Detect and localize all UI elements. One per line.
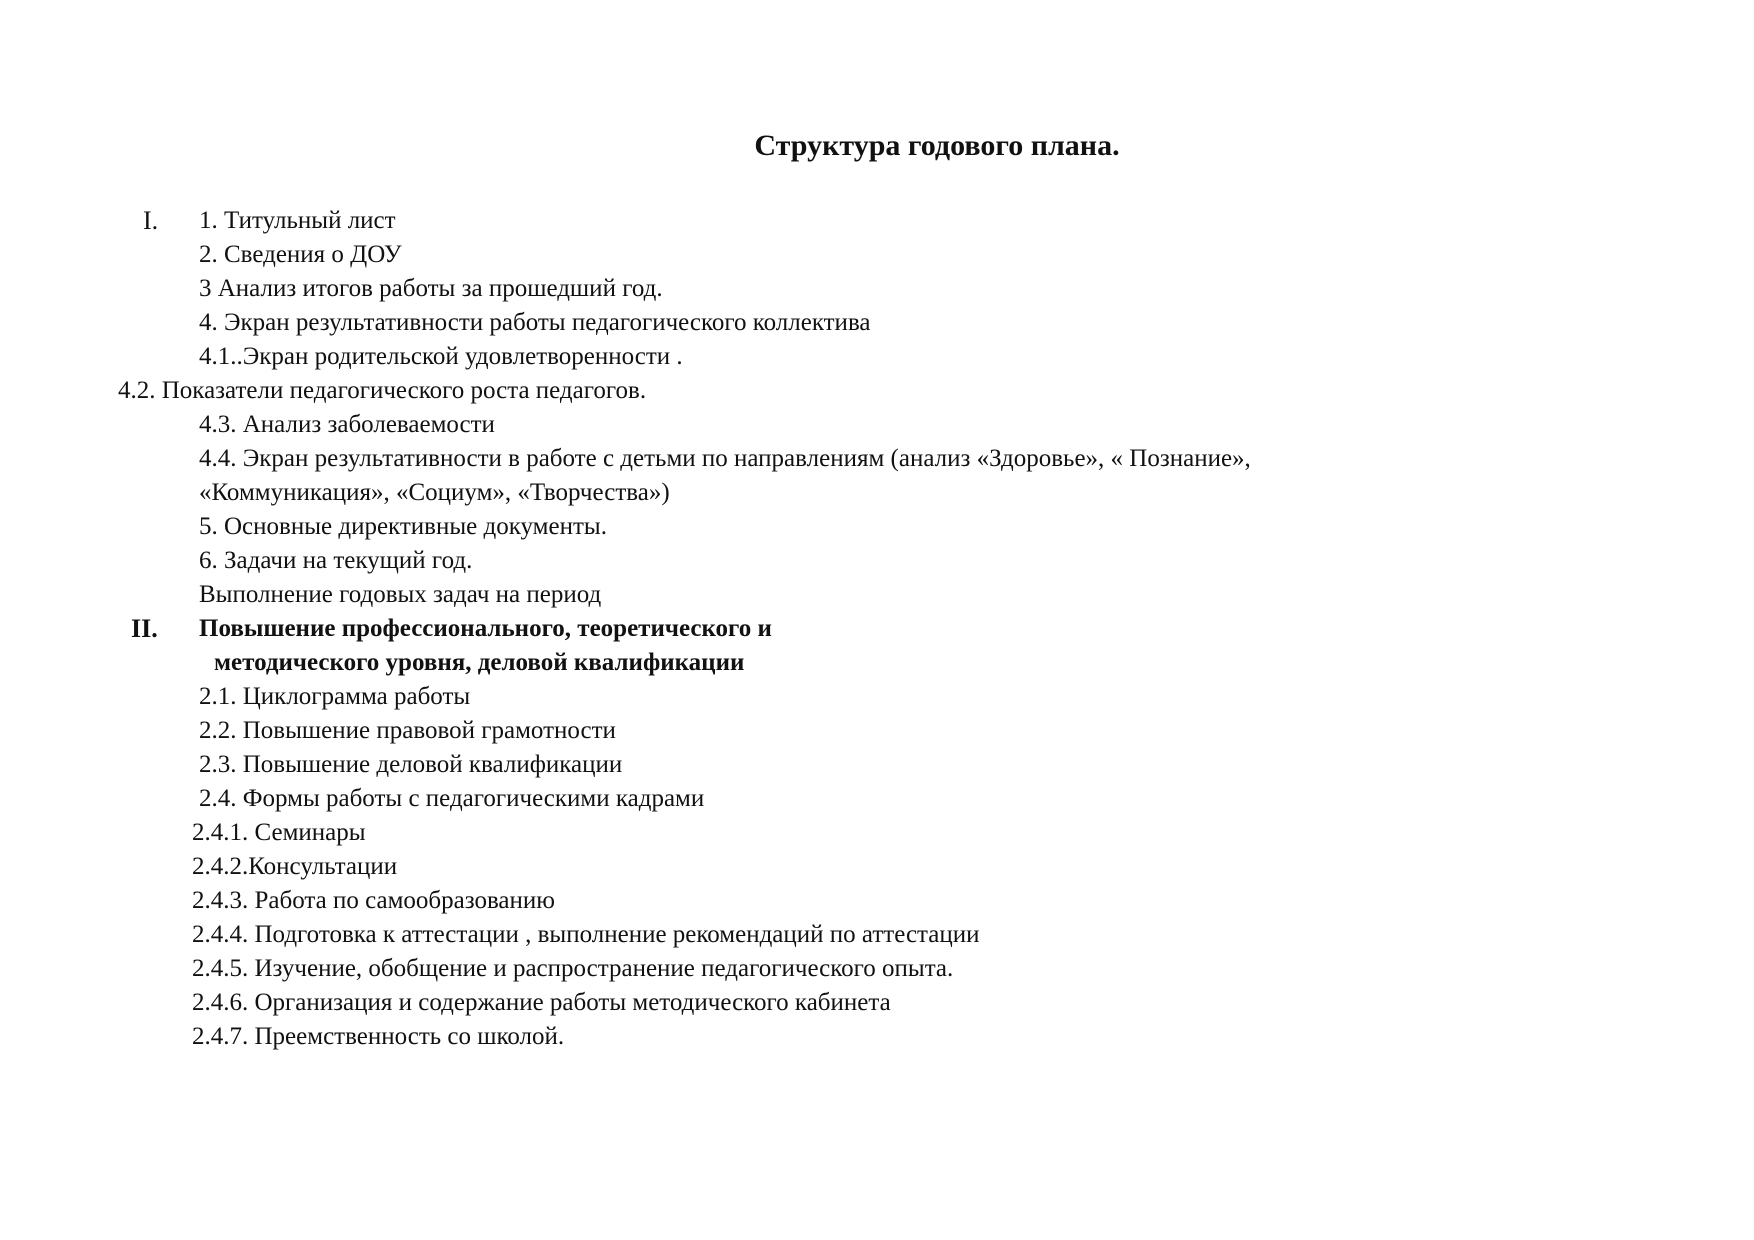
section-1-item: 6. Задачи на текущий год. bbox=[199, 547, 473, 574]
section-2-item: 2.2. Повышение правовой грамотности bbox=[199, 717, 616, 744]
section-2-item: 2.4.1. Семинары bbox=[192, 819, 366, 846]
section-1-numeral: I. bbox=[143, 206, 159, 235]
section-2-item: 2.4.2.Консультации bbox=[192, 853, 398, 880]
section-2-item: 2.4.4. Подготовка к аттестации , выполнение рекомендаций по аттестации bbox=[192, 921, 980, 948]
section-1-item: 5. Основные директивные документы. bbox=[199, 513, 607, 540]
section-2-heading: Повышение профессионального, теоретического и bbox=[199, 615, 772, 642]
section-2-item: 2.3. Повышение деловой квалификации bbox=[199, 751, 623, 778]
section-1-item: 4.3. Анализ заболеваемости bbox=[199, 411, 495, 438]
section-2-heading: методического уровня, деловой квалификации bbox=[214, 649, 745, 676]
section-2-item: 2.4. Формы работы с педагогическими кадрами bbox=[199, 785, 705, 812]
section-1-item: 2. Сведения о ДОУ bbox=[199, 241, 402, 268]
section-2-item: 2.4.3. Работа по самообразованию bbox=[192, 887, 555, 914]
section-2-item: 2.1. Циклограмма работы bbox=[199, 683, 471, 710]
section-1-item: 4. Экран результативности работы педагогического коллектива bbox=[199, 309, 871, 336]
section-2-item: 2.4.6. Организация и содержание работы методического кабинета bbox=[192, 989, 891, 1016]
section-1-item: Выполнение годовых задач на период bbox=[199, 581, 602, 608]
section-1-item: 4.2. Показатели педагогического роста педагогов. bbox=[118, 377, 647, 404]
section-1-item: «Коммуникация», «Социум», «Творчества») bbox=[199, 479, 670, 506]
section-1-item: 4.4. Экран результативности в работе с детьми по направлениям (анализ «Здоровье», « Познание», bbox=[199, 445, 1251, 472]
section-1-item: 4.1..Экран родительской удовлетворенности . bbox=[199, 343, 683, 370]
document-title: Структура годового плана. bbox=[754, 129, 1120, 162]
section-1-item: 1. Титульный лист bbox=[199, 207, 396, 234]
section-2-item: 2.4.7. Преемственность со школой. bbox=[192, 1023, 565, 1050]
section-2-numeral: II. bbox=[131, 614, 158, 643]
section-2-item: 2.4.5. Изучение, обобщение и распространение педагогического опыта. bbox=[192, 955, 954, 982]
section-1-item: 3 Анализ итогов работы за прошедший год. bbox=[199, 275, 663, 302]
